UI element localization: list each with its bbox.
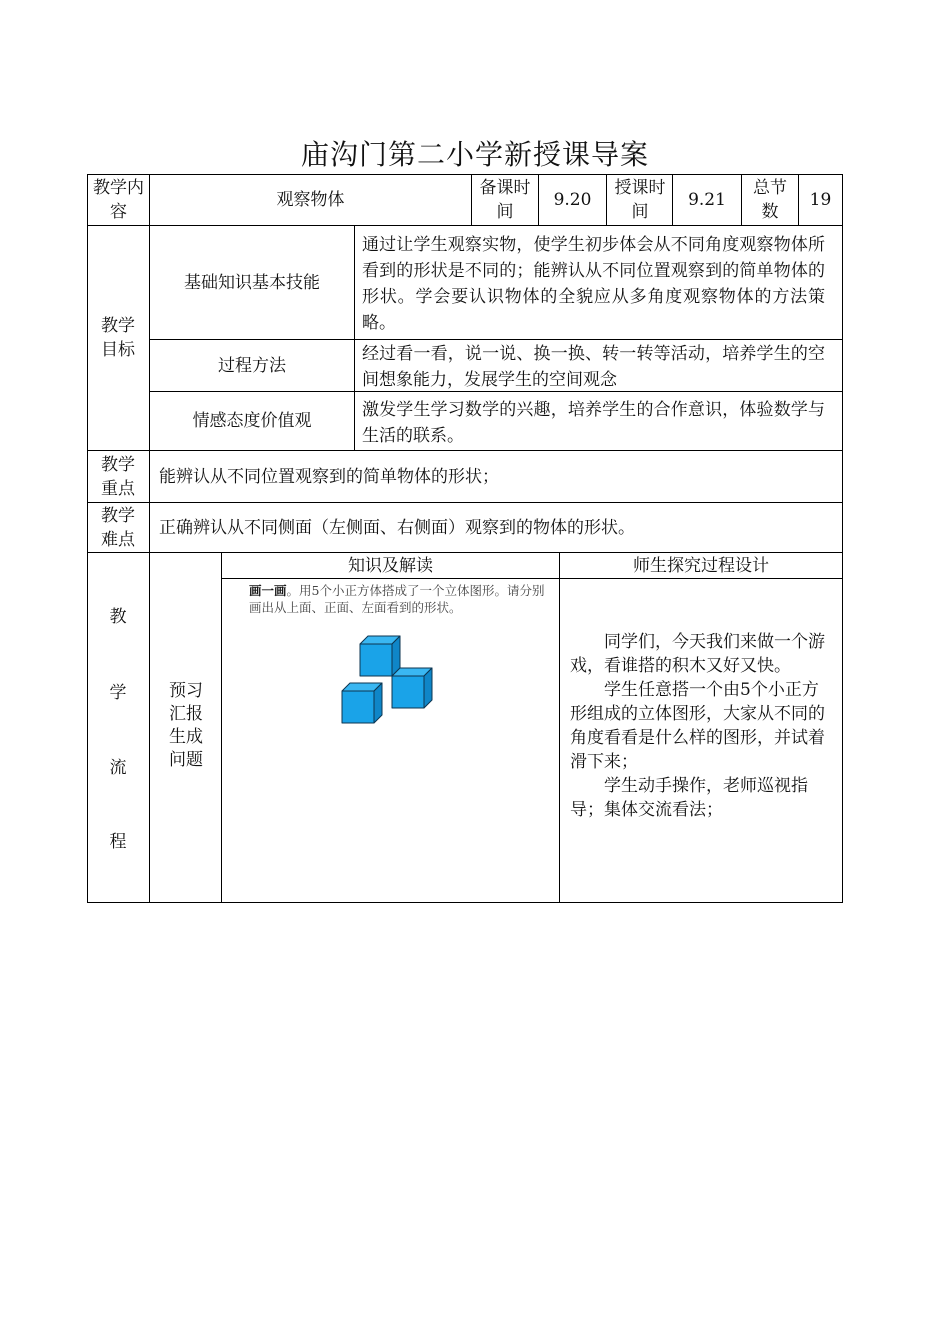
exercise-title: 画一画 <box>249 583 287 598</box>
goal-name-process: 过程方法 <box>218 355 286 376</box>
process-label-char-2: 学 <box>109 683 127 703</box>
design-paragraph-2: 学生任意搭一个由5个小正方形组成的立体图形，大家从不同的角度看看是什么样的图形，并试着滑下来； <box>570 680 825 772</box>
goal-text-process: 经过看一看，说一说、换一换、转一转等活动，培养学生的空间想象能力，发展学生的空间观念 <box>362 344 825 390</box>
process-label-char-1: 教 <box>109 607 127 627</box>
cube-right <box>392 668 432 708</box>
goals-label: 教学目标 <box>101 316 135 360</box>
section-count-value: 19 <box>809 190 832 210</box>
design-paragraph-1: 同学们，今天我们来做一个游戏，看谁搭的积木又好又快。 <box>570 632 825 676</box>
key-point-text: 能辨认从不同位置观察到的简单物体的形状； <box>159 467 499 487</box>
content-label: 教学内容 <box>93 178 144 222</box>
goal-text-emotion: 激发学生学习数学的兴趣，培养学生的合作意识，体验数学与生活的联系。 <box>362 400 825 446</box>
page-title: 庙沟门第二小学新授课导案 <box>300 138 649 171</box>
goal-name-basic: 基础知识基本技能 <box>184 272 320 293</box>
design-text <box>570 630 828 822</box>
process-label-char-3: 流 <box>109 758 127 778</box>
difficulty-label: 教学难点 <box>101 505 135 550</box>
stage-label: 预习汇报生成问题 <box>169 681 203 770</box>
cube-top <box>360 636 400 676</box>
exercise-text: 。用5个小正方体搭成了一个立体图形。请分别画出从上面、正面、左面看到的形状。 <box>249 583 545 615</box>
key-point-label: 教学重点 <box>101 454 135 499</box>
col-header-knowledge: 知识及解读 <box>348 555 433 576</box>
difficulty-text: 正确辨认从不同侧面（左侧面、右侧面）观察到的物体的形状。 <box>159 518 635 538</box>
content-value: 观察物体 <box>276 190 345 210</box>
process-label-char-4: 程 <box>109 832 127 852</box>
col-header-design: 师生探究过程设计 <box>633 555 769 576</box>
goal-text-basic: 通过让学生观察实物，使学生初步体会从不同角度观察物体所看到的形状是不同的；能辨认从不同位置观察到的简单物体的形状。学会要认识物体的全貌应从多角度观察物体的方法策略。 <box>362 235 825 333</box>
design-paragraph-3: 学生动手操作，老师巡视指导；集体交流看法； <box>570 776 808 820</box>
prep-time-label: 备课时间 <box>479 178 531 222</box>
teach-time-label: 授课时间 <box>614 178 666 222</box>
goal-name-emotion: 情感态度价值观 <box>192 411 312 431</box>
cube-left <box>342 683 382 723</box>
prep-time-value: 9.20 <box>553 190 592 210</box>
section-count-label: 总节数 <box>753 178 787 222</box>
exercise-prompt <box>249 582 551 616</box>
teach-time-value: 9.21 <box>688 190 726 210</box>
cube-stack-figure <box>336 628 440 728</box>
